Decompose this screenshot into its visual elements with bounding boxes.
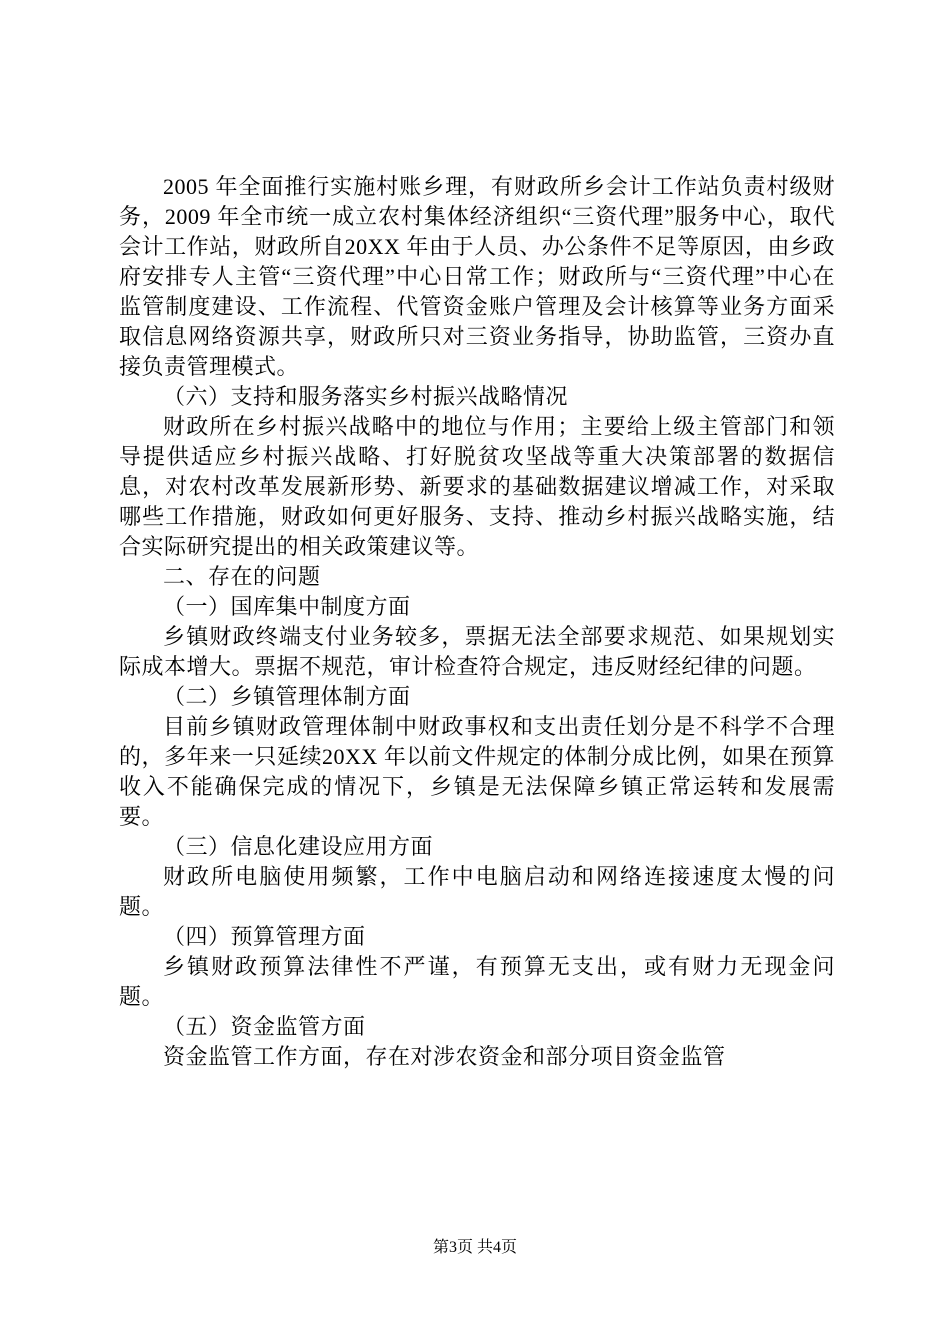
section-heading: （三）信息化建设应用方面 xyxy=(163,834,434,859)
section-heading: （六）支持和服务落实乡村振兴战略情况 xyxy=(163,384,569,409)
section-heading: （一）国库集中制度方面 xyxy=(163,594,411,619)
section-heading: （五）资金监管方面 xyxy=(163,1014,366,1039)
body-paragraph: 财政所在乡村振兴战略中的地位与作用；主要给上级主管部门和领导提供适应乡村振兴战略、打好脱贫攻坚战等重大决策部署的数据信息，对农村改革发展新形势、新要求的基础数据建议增减工作，对采取哪些工作措施，财政如何更好服务、支持、推动乡村振兴战略实施，结合实际研究提出的相关政策建议等。 xyxy=(119,414,835,559)
body-paragraph: 财政所电脑使用频繁，工作中电脑启动和网络连接速度太慢的问题。 xyxy=(119,864,835,919)
page-number: 第3页 共4页 xyxy=(432,1239,517,1256)
body-paragraph: 2005 年全面推行实施村账乡理，有财政所乡会计工作站负责村级财务，2009 年全市统一成立农村集体经济组织“三资代理”服务中心，取代会计工作站，财政所自20XX 年由于人员、办公条件不足等原因，由乡政府安排专人主管“三资代理”中心日常工作；财政所与“三资代理”中心在监管制度建设、工作流程、代管资金账户管理及会计核算等业务方面采取信息网络资源共享，财政所只对三资业务指导，协助监管，三资办直接负责管理模式。 xyxy=(119,174,835,379)
page-footer xyxy=(0,1238,950,1258)
body-paragraph: 资金监管工作方面，存在对涉农资金和部分项目资金监管 xyxy=(163,1044,726,1069)
body-paragraph: 目前乡镇财政管理体制中财政事权和支出责任划分是不科学不合理的，多年来一只延续20XX 年以前文件规定的体制分成比例，如果在预算收入不能确保完成的情况下，乡镇是无法保障乡镇正常运转和发展需要。 xyxy=(119,714,835,829)
section-heading: （四）预算管理方面 xyxy=(163,924,366,949)
section-heading: （二）乡镇管理体制方面 xyxy=(163,684,411,709)
body-paragraph: 乡镇财政终端支付业务较多，票据无法全部要求规范、如果规划实际成本增大。票据不规范，审计检查符合规定，违反财经纪律的问题。 xyxy=(119,624,835,679)
section-heading: 二、存在的问题 xyxy=(163,564,321,589)
document-body xyxy=(119,172,835,1072)
body-paragraph: 乡镇财政预算法律性不严谨，有预算无支出，或有财力无现金问题。 xyxy=(119,954,835,1009)
